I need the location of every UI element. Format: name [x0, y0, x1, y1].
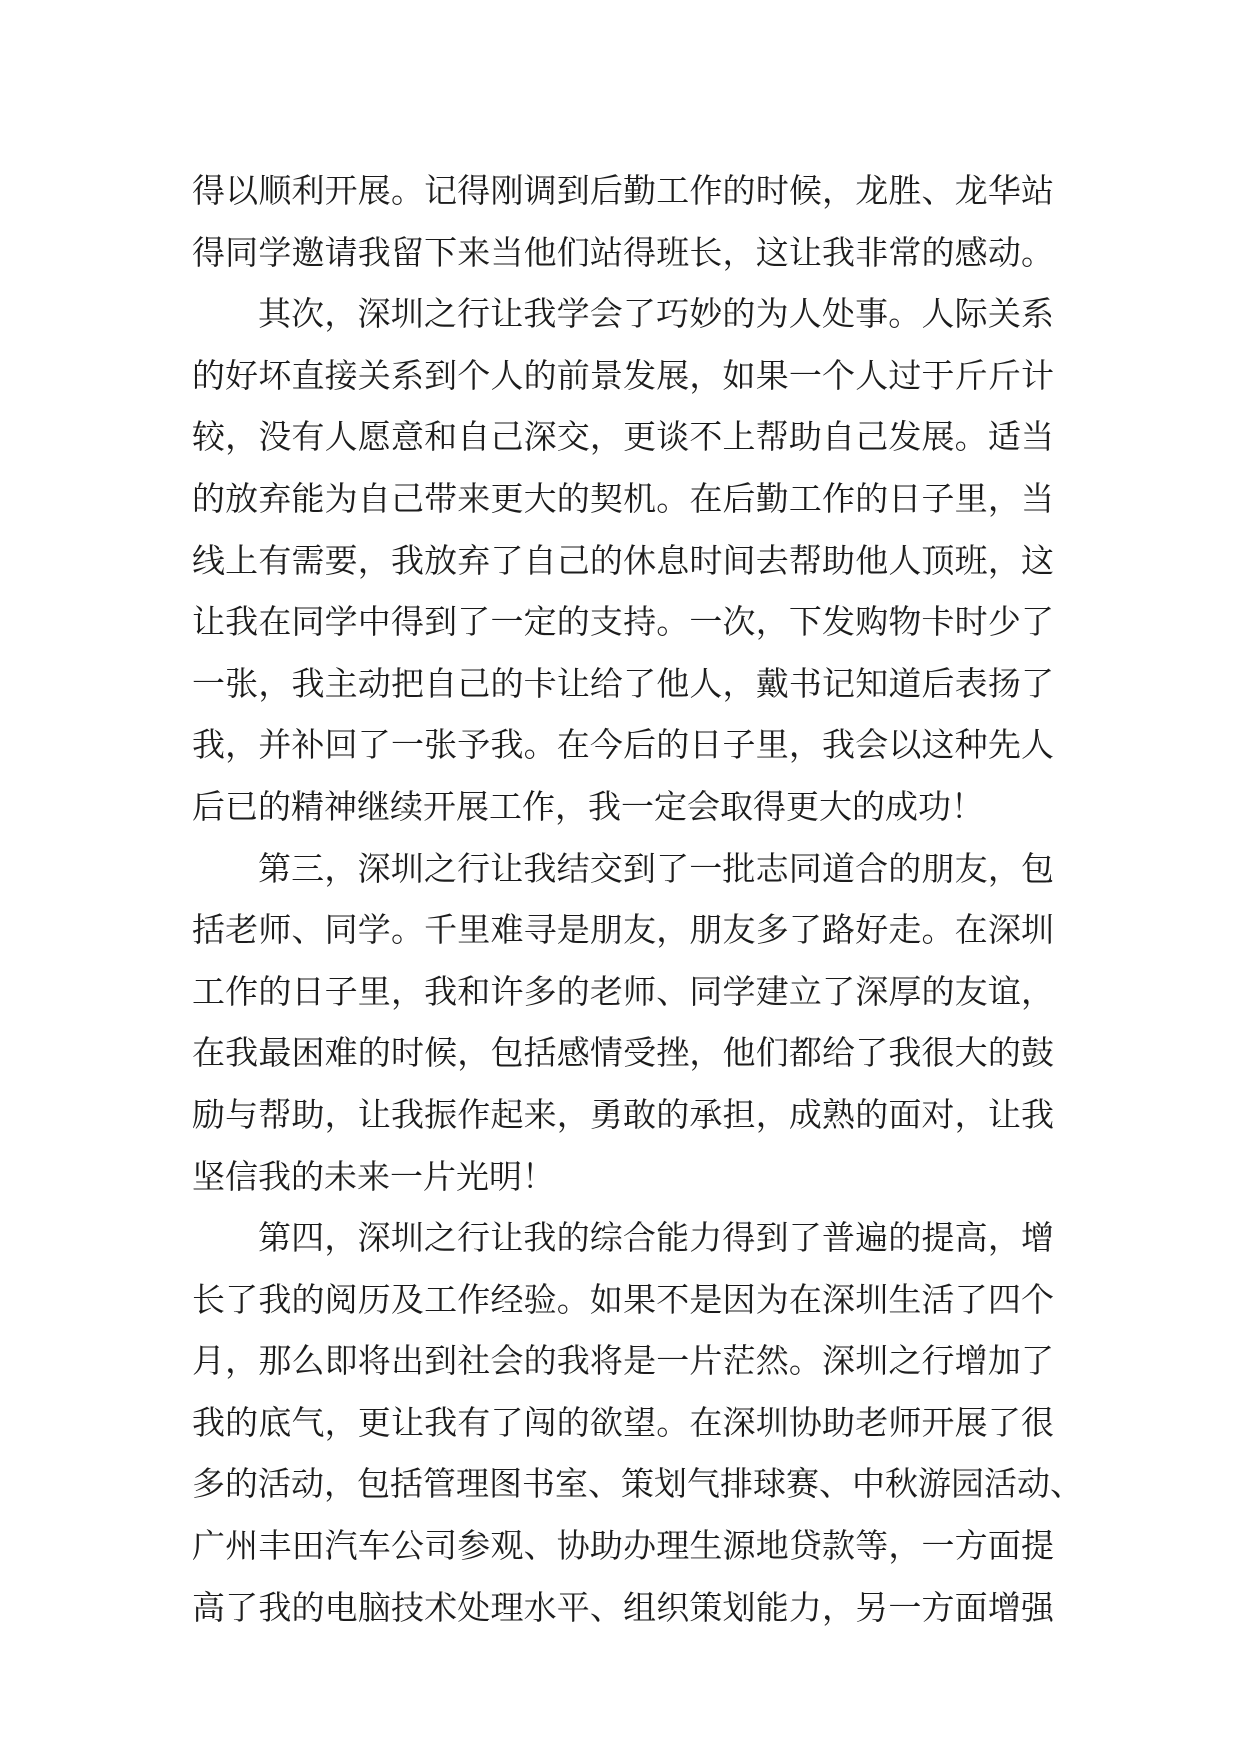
text-line: 月，那么即将出到社会的我将是一片茫然。深圳之行增加了 — [192, 1341, 1054, 1381]
text-line: 的好坏直接关系到个人的前景发展，如果一个人过于斤斤计 — [192, 355, 1054, 395]
text-line: 一张，我主动把自己的卡让给了他人，戴书记知道后表扬了 — [192, 663, 1054, 703]
text-line: 多的活动，包括管理图书室、策划气排球赛、中秋游园活动、 — [192, 1464, 1083, 1504]
text-line: 得同学邀请我留下来当他们站得班长，这让我非常的感动。 — [192, 232, 1054, 272]
text-line: 其次，深圳之行让我学会了巧妙的为人处事。人际关系 — [258, 294, 1054, 334]
text-line: 后已的精神继续开展工作，我一定会取得更大的成功！ — [192, 786, 984, 826]
text-line: 工作的日子里，我和许多的老师、同学建立了深厚的友谊， — [192, 971, 1054, 1011]
document-body — [192, 160, 1083, 1638]
text-line: 较，没有人愿意和自己深交，更谈不上帮助自己发展。适当 — [192, 417, 1054, 457]
text-line: 广州丰田汽车公司参观、协助办理生源地贷款等，一方面提 — [192, 1526, 1054, 1566]
text-line: 第四，深圳之行让我的综合能力得到了普遍的提高，增 — [258, 1218, 1054, 1258]
text-line: 括老师、同学。千里难寻是朋友，朋友多了路好走。在深圳 — [192, 910, 1054, 950]
text-line: 长了我的阅历及工作经验。如果不是因为在深圳生活了四个 — [192, 1279, 1054, 1319]
text-line: 得以顺利开展。记得刚调到后勤工作的时候，龙胜、龙华站 — [192, 171, 1054, 210]
text-line: 我，并补回了一张予我。在今后的日子里，我会以这种先人 — [192, 725, 1054, 765]
text-line: 在我最困难的时候，包括感情受挫，他们都给了我很大的鼓 — [192, 1033, 1054, 1073]
text-line: 第三，深圳之行让我结交到了一批志同道合的朋友，包 — [258, 848, 1054, 888]
text-line: 我的底气，更让我有了闯的欲望。在深圳协助老师开展了很 — [192, 1402, 1054, 1442]
text-line: 励与帮助，让我振作起来，勇敢的承担，成熟的面对，让我 — [192, 1094, 1054, 1134]
text-line: 的放弃能为自己带来更大的契机。在后勤工作的日子里，当 — [192, 478, 1054, 518]
text-line: 让我在同学中得到了一定的支持。一次，下发购物卡时少了 — [192, 602, 1054, 642]
text-line: 线上有需要，我放弃了自己的休息时间去帮助他人顶班，这 — [192, 540, 1054, 580]
text-line: 高了我的电脑技术处理水平、组织策划能力，另一方面增强 — [192, 1587, 1054, 1627]
text-line: 坚信我的未来一片光明！ — [192, 1156, 555, 1196]
